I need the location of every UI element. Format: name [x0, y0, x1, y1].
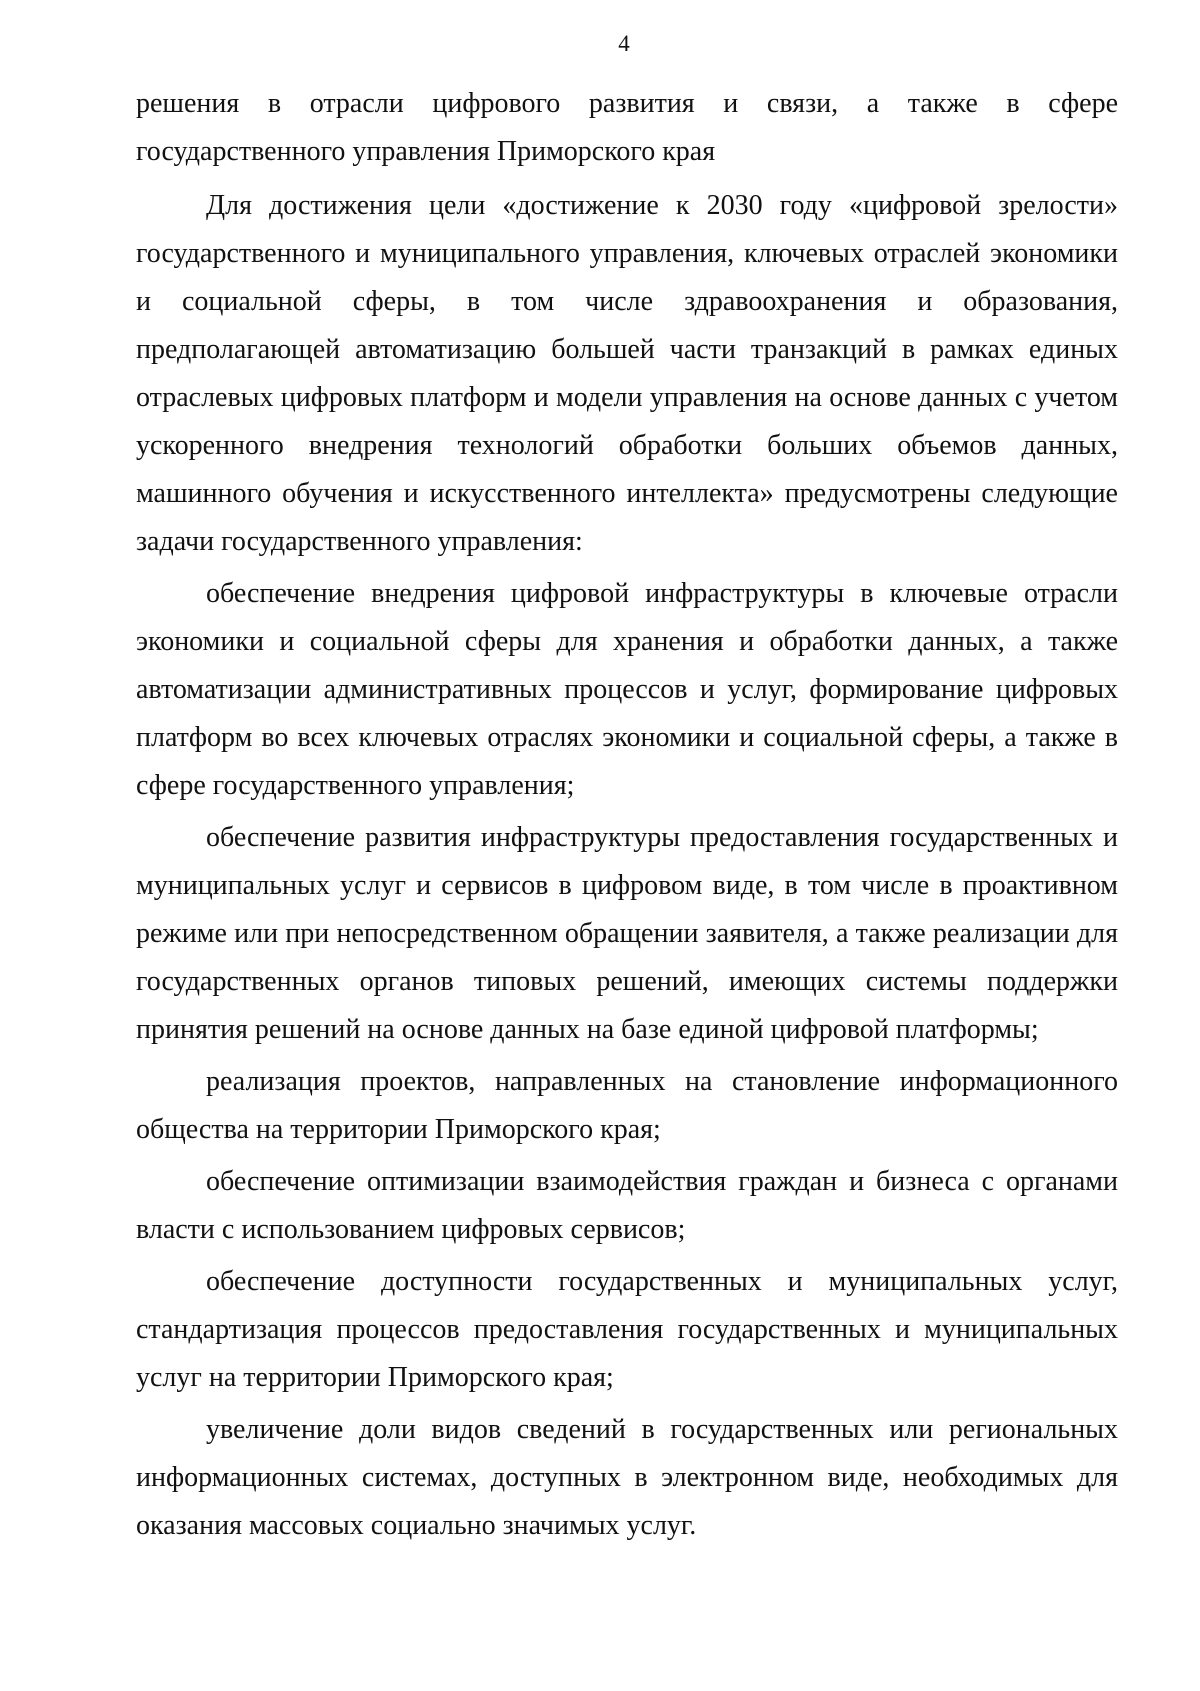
paragraph-task: реализация проектов, направленных на становление информационного общества на территории Приморского края;	[136, 1066, 1118, 1145]
paragraph-continuation: решения в отрасли цифрового развития и связи, а также в сфере государственного управления Приморского края	[136, 88, 1118, 167]
page-number: 4	[618, 31, 630, 56]
paragraph-task: обеспечение развития инфраструктуры предоставления государственных и муниципальных услуг и сервисов в цифровом виде, в том числе в проактивном режиме или при непосредственном обращении заявителя, а также реализации для государственных органов типовых решений, имеющих системы поддержки принятия решений на основе данных на базе единой цифровой платформы;	[136, 822, 1118, 1045]
paragraph-goal: Для достижения цели «достижение к 2030 году «цифровой зрелости» государственного и муниципального управления, ключевых отраслей экономики и социальной сферы, в том числе здравоохранения и образования, предполагающей автоматизацию большей части транзакций в рамках единых отраслевых цифровых платформ и модели управления на основе данных с учетом ускоренного внедрения технологий обработки больших объемов данных, машинного обучения и искусственного интеллекта» предусмотрены следующие задачи государственного управления:	[136, 190, 1118, 557]
paragraph-task: обеспечение оптимизации взаимодействия граждан и бизнеса с органами власти с использованием цифровых сервисов;	[136, 1166, 1118, 1245]
paragraph-task: обеспечение внедрения цифровой инфраструктуры в ключевые отрасли экономики и социальной сферы для хранения и обработки данных, а также автоматизации административных процессов и услуг, формирование цифровых платформ во всех ключевых отраслях экономики и социальной сферы, а также в сфере государственного управления;	[136, 578, 1118, 801]
paragraph-task: увеличение доли видов сведений в государственных или региональных информационных системах, доступных в электронном виде, необходимых для оказания массовых социально значимых услуг.	[136, 1414, 1118, 1541]
document-body	[136, 80, 1118, 1550]
paragraph-task: обеспечение доступности государственных и муниципальных услуг, стандартизация процессов предоставления государственных и муниципальных услуг на территории Приморского края;	[136, 1266, 1118, 1393]
